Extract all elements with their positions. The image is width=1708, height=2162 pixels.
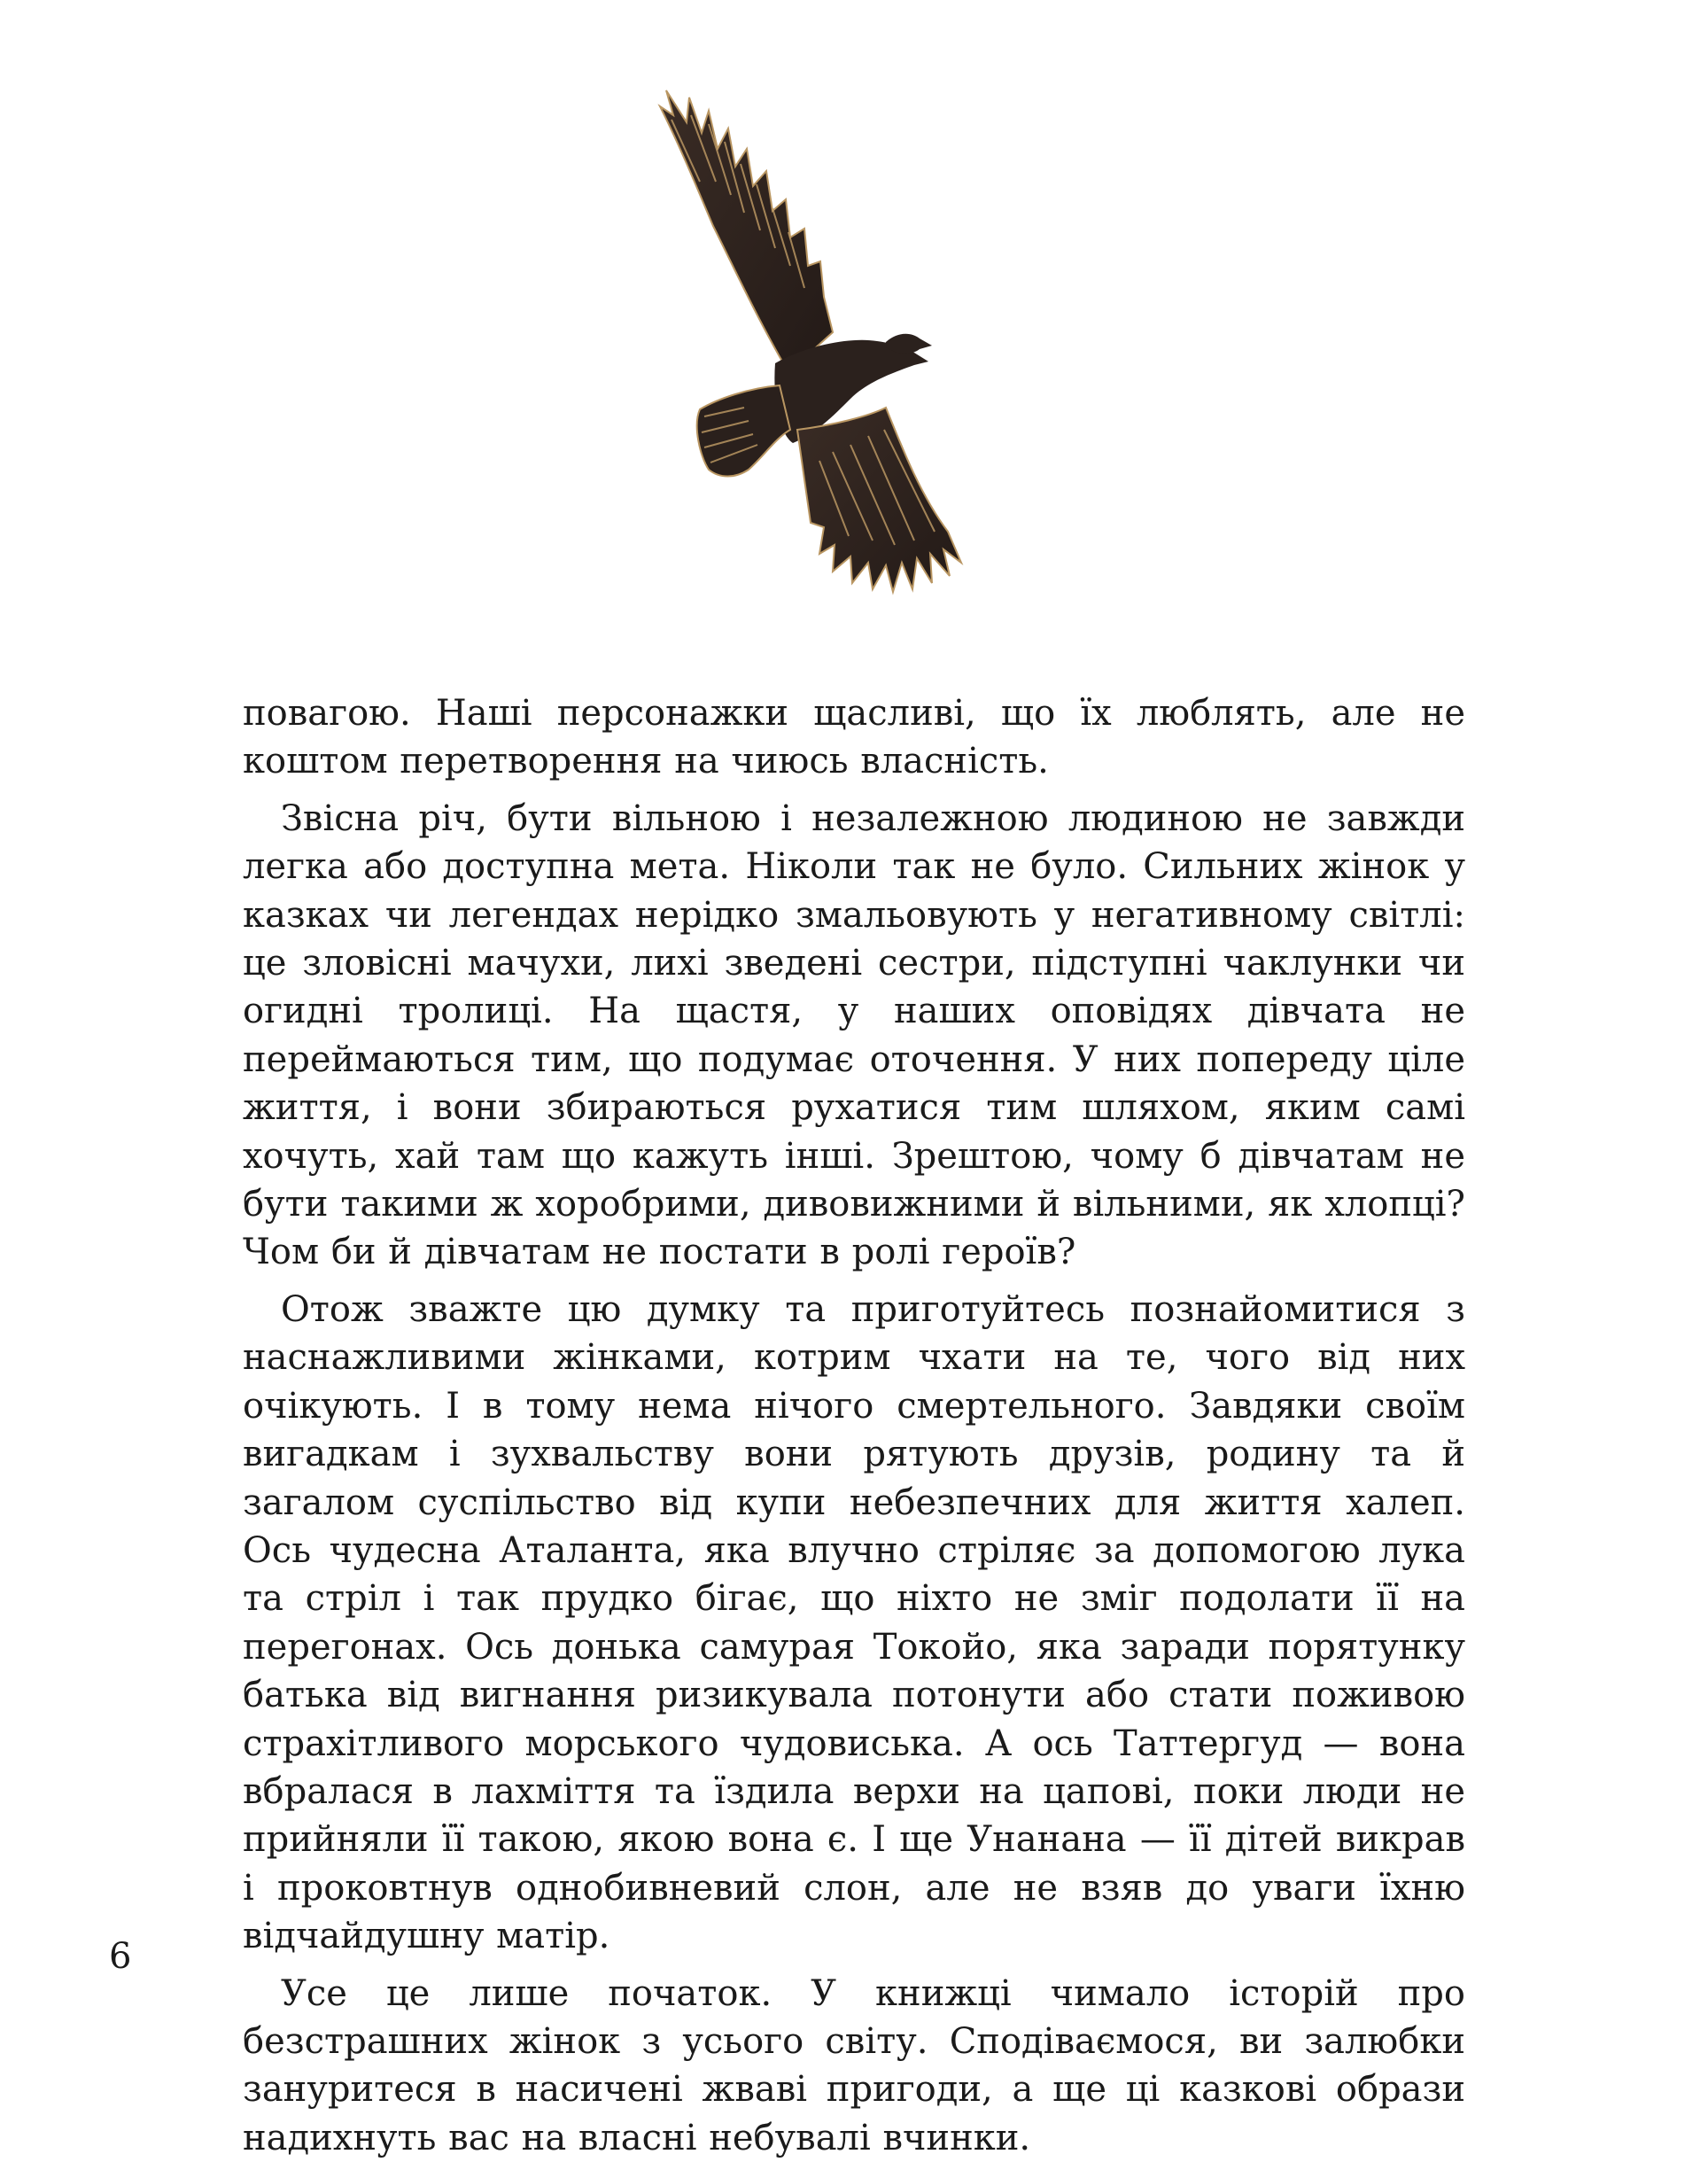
- paragraph: Звісна річ, бути вільною і незалежною людиною не завжди легка або доступна мета. Ніколи так не було. Сильних жінок у казках чи легендах нерідко змальовують у негативному світлі: це зловісні мачухи, лихі зведені сестри, підступні чаклунки чи огидні тролиці. На щастя, у наших оповідях дівчата не переймаються тим, що подумає оточення. У них попереду ціле життя, і вони збираються рухатися тим шляхом, яким самі хочуть, хай там що кажуть інші. Зрештою, чому б дівчатам не бути такими ж хоробрими, дивовижними й вільними, як хлопці? Чом би й дівчатам не постати в ролі героїв?: [243, 797, 1465, 1273]
- paragraph: повагою. Наші персонажки щасливі, що їх люблять, але не коштом перетворення на чиюсь власність.: [243, 693, 1465, 782]
- paragraph: Усе це лише початок. У книжці чимало історій про безстрашних жінок з усього світу. Сподіваємося, ви залюбки зануритеся в насичені жваві пригоди, а ще ці казкові образи надихнуть вас на власні небувалі вчинки.: [243, 1972, 1465, 2158]
- body-text: [243, 689, 1465, 2162]
- paragraph: Отож зважте цю думку та приготуйтесь познайомитися з наснажливими жінками, котрим чхати на те, чого від них очікують. І в тому нема нічого смертельного. Завдяки своїм вигадкам і зухвальству вони рятують друзів, родину та й загалом суспільство від купи небезпечних для життя халеп. Ось чудесна Аталанта, яка влучно стріляє за допомогою лука та стріл і так прудко бігає, що ніхто не зміг подолати її на перегонах. Ось донька самурая Токойо, яка заради порятунку батька від вигнання ризикувала потонути або стати поживою страхітливого морського чудовиська. А ось Таттергуд — вона вбралася в лахміття та їздила верхи на цапові, поки люди не прийняли її такою, якою вона є. І ще Унанана — її дітей викрав і проковтнув однобивневий слон, але не взяв до уваги їхню відчайдушну матір.: [243, 1288, 1465, 1957]
- page-number: 6: [109, 1936, 132, 1977]
- eagle-illustration: [567, 80, 1028, 629]
